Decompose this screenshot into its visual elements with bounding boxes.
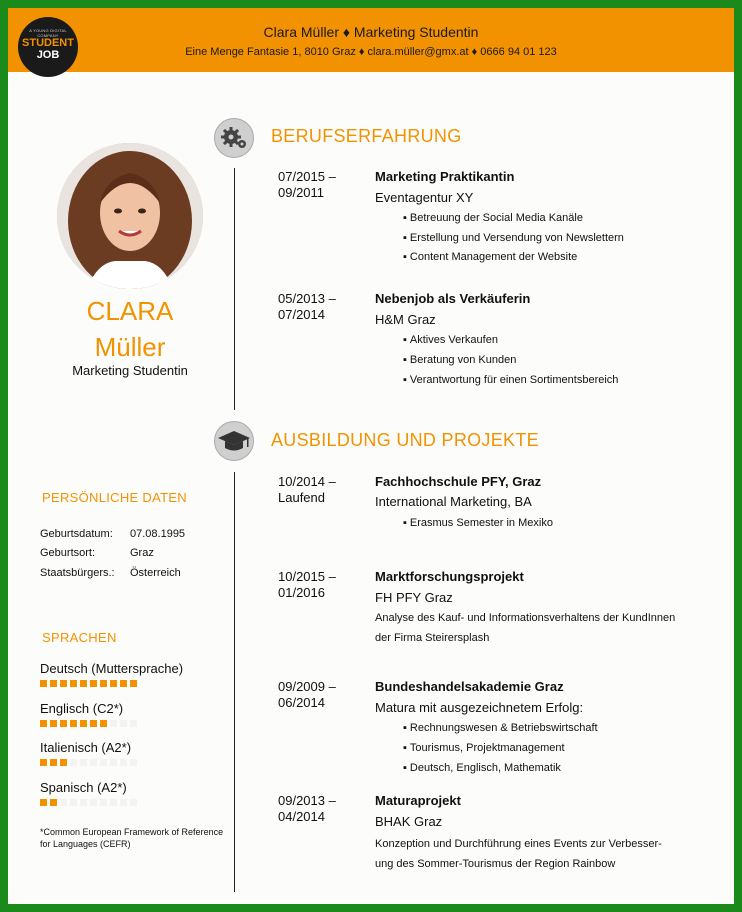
timeline-line xyxy=(234,472,235,892)
level-square-filled xyxy=(60,759,67,766)
gear-icon xyxy=(214,118,254,158)
first-name: CLARA xyxy=(86,296,174,326)
logo-text-top: STUDENT xyxy=(22,37,74,49)
entry-organization: BHAK Graz xyxy=(375,814,443,829)
header-title: Clara Müller ♦ Marketing Studentin xyxy=(263,24,479,40)
cefr-footnote: *Common European Framework of Reference for Languages (CEFR) xyxy=(40,827,224,849)
entry-date xyxy=(278,793,358,825)
graduation-cap-icon xyxy=(214,421,254,461)
entry-bullet: ▪ Erasmus Semester in Mexiko xyxy=(403,517,553,529)
personal-key: Geburtsort: xyxy=(40,547,96,559)
entry-date-end: 01/2016 xyxy=(278,585,325,600)
language-name: Englisch (C2*) xyxy=(40,701,124,716)
entry-description-line: Analyse des Kauf- und Informationsverhaltens der KundInnen xyxy=(375,612,676,624)
level-square-filled xyxy=(80,680,87,687)
level-square-empty xyxy=(130,799,137,806)
level-square-filled xyxy=(40,759,47,766)
entry-date-start: 07/2015 – xyxy=(278,169,336,184)
personal-value: Graz xyxy=(130,547,154,559)
level-square-empty xyxy=(130,759,137,766)
language-level-bar xyxy=(40,759,140,767)
level-square-empty xyxy=(80,759,87,766)
entry-organization: Eventagentur XY xyxy=(375,190,474,205)
entry-date-start: 05/2013 – xyxy=(278,291,336,306)
header-contact: Eine Menge Fantasie 1, 8010 Graz ♦ clara.müller@gmx.at ♦ 0666 94 01 123 xyxy=(185,46,557,58)
logo-text-bottom: JOB xyxy=(36,49,60,61)
level-square-filled xyxy=(70,680,77,687)
header-bar xyxy=(8,8,734,72)
profile-role: Marketing Studentin xyxy=(72,363,188,378)
language-name: Spanisch (A2*) xyxy=(40,780,127,795)
level-square-filled xyxy=(40,720,47,727)
timeline-line xyxy=(234,168,235,410)
level-square-empty xyxy=(80,799,87,806)
level-square-filled xyxy=(60,720,67,727)
level-square-empty xyxy=(70,799,77,806)
entry-date xyxy=(278,474,358,506)
personal-value: 07.08.1995 xyxy=(130,528,186,540)
entry-description-line: der Firma Steirersplash xyxy=(375,632,490,644)
entry-date-start: 10/2014 – xyxy=(278,474,336,489)
entry-date xyxy=(278,679,358,711)
level-square-empty xyxy=(110,799,117,806)
entry-description-line: Konzeption und Durchführung eines Events zur Verbesser- xyxy=(375,838,662,850)
level-square-filled xyxy=(40,799,47,806)
entry-date-end: 09/2011 xyxy=(278,185,325,200)
level-square-filled xyxy=(130,680,137,687)
language-name: Italienisch (A2*) xyxy=(40,740,132,755)
entry-date xyxy=(278,169,358,201)
level-square-empty xyxy=(130,720,137,727)
level-square-empty xyxy=(120,799,127,806)
entry-date-start: 09/2013 – xyxy=(278,793,336,808)
entry-bullet: ▪ Rechnungswesen & Betriebswirtschaft xyxy=(403,722,598,734)
entry-organization: Matura mit ausgezeichnetem Erfolg: xyxy=(375,700,584,715)
entry-date-end: 04/2014 xyxy=(278,809,325,824)
logo-tagline: A YOUNG DIGITAL COMPANY xyxy=(29,28,67,38)
level-square-filled xyxy=(50,799,57,806)
level-square-empty xyxy=(110,720,117,727)
level-square-empty xyxy=(70,759,77,766)
entry-title: Marketing Praktikantin xyxy=(375,169,515,184)
level-square-filled xyxy=(70,720,77,727)
level-square-empty xyxy=(60,799,67,806)
level-square-filled xyxy=(100,720,107,727)
personal-key: Geburtsdatum: xyxy=(40,528,113,540)
entry-organization: H&M Graz xyxy=(375,312,436,327)
entry-bullet: ▪ Verantwortung für einen Sortimentsbereich xyxy=(403,374,618,386)
education-heading: AUSBILDUNG UND PROJEKTE xyxy=(271,430,539,450)
entry-title: Fachhochschule PFY, Graz xyxy=(375,474,542,489)
entry-bullet: ▪ Tourismus, Projektmanagement xyxy=(403,742,565,754)
entry-date-end: Laufend xyxy=(278,490,325,505)
language-level-bar xyxy=(40,720,140,728)
entry-date-start: 09/2009 – xyxy=(278,679,336,694)
experience-heading: BERUFSERFAHRUNG xyxy=(271,126,462,146)
level-square-filled xyxy=(50,680,57,687)
entry-title: Nebenjob als Verkäuferin xyxy=(375,291,531,306)
language-level-bar xyxy=(40,680,140,688)
entry-date xyxy=(278,569,358,601)
level-square-filled xyxy=(40,680,47,687)
level-square-empty xyxy=(120,720,127,727)
entry-bullet: ▪ Aktives Verkaufen xyxy=(403,334,498,346)
entry-bullet: ▪ Beratung von Kunden xyxy=(403,354,516,366)
entry-title: Bundeshandelsakademie Graz xyxy=(375,679,564,694)
personal-row xyxy=(40,567,181,579)
entry-organization: FH PFY Graz xyxy=(375,590,453,605)
entry-bullet: ▪ Content Management der Website xyxy=(403,251,577,263)
entry-organization: International Marketing, BA xyxy=(375,494,532,509)
entry-date-end: 07/2014 xyxy=(278,307,325,322)
level-square-empty xyxy=(90,759,97,766)
level-square-empty xyxy=(110,759,117,766)
level-square-empty xyxy=(90,799,97,806)
entry-description xyxy=(375,834,705,874)
entry-bullet: ▪ Deutsch, Englisch, Mathematik xyxy=(403,762,561,774)
entry-title: Marktforschungsprojekt xyxy=(375,569,524,584)
personal-row xyxy=(40,547,154,559)
level-square-filled xyxy=(100,680,107,687)
personal-key: Staatsbürgers.: xyxy=(40,567,115,579)
student-job-logo xyxy=(18,17,78,77)
entry-description xyxy=(375,608,705,648)
level-square-filled xyxy=(60,680,67,687)
entry-date-end: 06/2014 xyxy=(278,695,325,710)
entry-bullet: ▪ Betreuung der Social Media Kanäle xyxy=(403,212,583,224)
entry-description-line: ung des Sommer-Tourismus der Region Rainbow xyxy=(375,858,616,870)
entry-date-start: 10/2015 – xyxy=(278,569,336,584)
language-level-bar xyxy=(40,799,140,807)
level-square-filled xyxy=(50,759,57,766)
level-square-empty xyxy=(100,799,107,806)
level-square-filled xyxy=(80,720,87,727)
languages-heading: SPRACHEN xyxy=(42,630,117,645)
level-square-empty xyxy=(100,759,107,766)
personal-value: Österreich xyxy=(130,567,181,579)
level-square-filled xyxy=(50,720,57,727)
entry-bullet: ▪ Erstellung und Versendung von Newslettern xyxy=(403,232,624,244)
level-square-filled xyxy=(90,680,97,687)
profile-photo xyxy=(57,143,203,289)
language-name: Deutsch (Muttersprache) xyxy=(40,661,184,676)
level-square-filled xyxy=(110,680,117,687)
entry-date xyxy=(278,291,358,323)
personal-row xyxy=(40,528,185,540)
last-name: Müller xyxy=(94,332,166,362)
level-square-filled xyxy=(90,720,97,727)
personal-data-heading: PERSÖNLICHE DATEN xyxy=(42,490,187,505)
entry-title: Maturaprojekt xyxy=(375,793,461,808)
level-square-filled xyxy=(120,680,127,687)
level-square-empty xyxy=(120,759,127,766)
